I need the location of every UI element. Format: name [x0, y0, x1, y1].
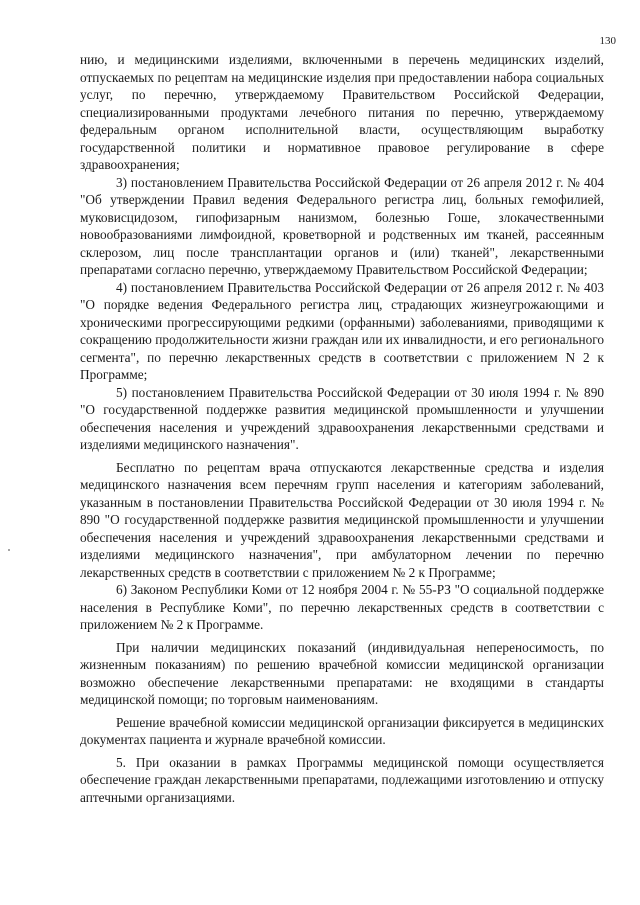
scan-speck [8, 549, 10, 551]
page-number: 130 [599, 35, 616, 47]
paragraph-item-4: 4) постановлением Правительства Российской Федерации от 26 апреля 2012 г. № 403 "О порядке ведения Федерального регистра лиц, страдающих жизнеугрожающими и хроническими прогрессирующими редкими (орфанными) заболеваниями, приводящими к сокращению продолжительности жизни граждан или их инвалидности, и его регионального сегмента", по перечню лекарственных средств в соответствии с приложением N 2 к Программе; [80, 279, 604, 382]
document-body [80, 51, 604, 806]
paragraph-item-6: 6) Законом Республики Коми от 12 ноября 2004 г. № 55-РЗ "О социальной поддержке населения в Республике Коми", по перечню лекарственных средств в соответствии с приложением № 2 к Программе. [80, 582, 604, 632]
paragraph-free-prescriptions: Бесплатно по рецептам врача отпускаются лекарственные средства и изделия медицинского назначения всем перечням групп населения и категориям заболеваний, указанным в постановлении Правительства Российской Федерации от 30 июля 1994 г. № 890 "О государственной поддержке развития медицинской промышленности и улучшении обеспечения населения и учреждений здравоохранения лекарственными средствами и изделиями медицинского назначения", при амбулаторном лечении по перечню лекарственных средств в соответствии с приложением № 2 к Программе; [80, 459, 604, 580]
paragraph-item-5: 5) постановлением Правительства Российской Федерации от 30 июля 1994 г. № 890 "О государственной поддержке развития медицинской промышленности и улучшении обеспечения населения и учреждений здравоохранения лекарственными средствами и изделиями медицинского назначения". [80, 384, 604, 452]
paragraph-commission-decision: Решение врачебной комиссии медицинской организации фиксируется в медицинских документах пациента и журнале врачебной комиссии. [80, 714, 604, 747]
paragraph-item-3: 3) постановлением Правительства Российской Федерации от 26 апреля 2012 г. № 404 "Об утверждении Правил ведения Федерального регистра лиц, больных гемофилией, муковисцидозом, гипофизарным нанизмом, болезнью Гоше, злокачественными новообразованиями лимфоидной, кроветворной и родственных им тканей, рассеянным склерозом, лиц после трансплантации органов и (или) тканей", лекарственными препаратами согласно перечню, утверждаемому Правительством Российской Федерации; [80, 174, 604, 277]
paragraph-medical-indications: При наличии медицинских показаний (индивидуальная непереносимость, по жизненным показаниям) по решению врачебной комиссии медицинской организации возможно обеспечение лекарственными препаратами: не входящими в стандарты медицинской помощи; по торговым наименованиям. [80, 639, 604, 707]
paragraph-continuation: нию, и медицинскими изделиями, включенными в перечень медицинских изделий, отпускаемых по рецептам на медицинские изделия при предоставлении набора социальных услуг, по перечню, утверждаемому Правительством Российской Федерации, специализированными продуктами лечебного питания по перечню, утверждаемому федеральным органом исполнительной власти, осуществляющим выработку государственной политики и нормативное правовое регулирование в сфере здравоохранения; [80, 52, 604, 172]
paragraph-section-5: 5. При оказании в рамках Программы медицинской помощи осуществляется обеспечение граждан лекарственными препаратами, подлежащими изготовлению и отпуску аптечными организациями. [80, 754, 604, 805]
